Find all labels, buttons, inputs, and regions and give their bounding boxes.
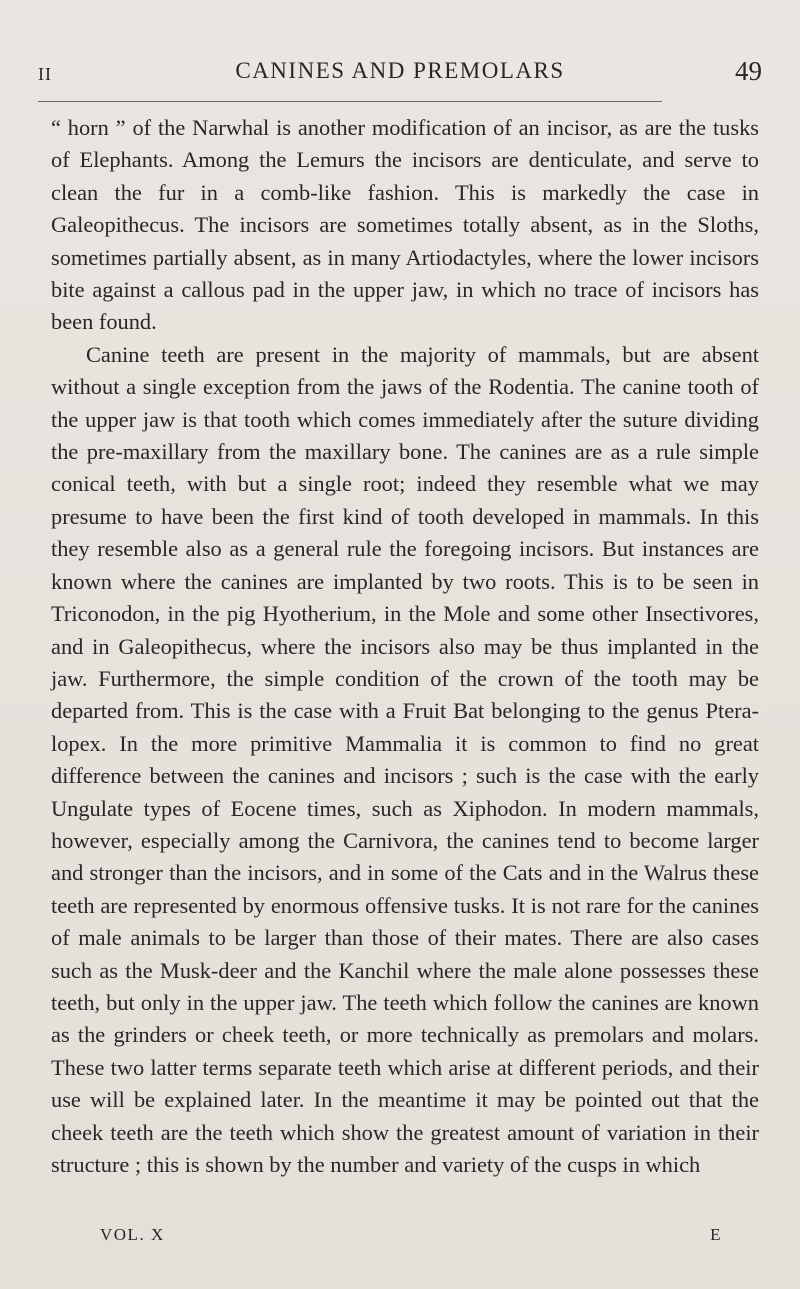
chapter-numeral: II — [38, 64, 52, 84]
body-text — [51, 112, 759, 1181]
gathering-signature: E — [710, 1225, 722, 1244]
header-rule — [38, 101, 662, 102]
page-footer — [100, 1225, 722, 1249]
paragraph: Canine teeth are present in the majority of mammals, but are absent without a single exception from the jaws of the Rodentia. The canine tooth of the upper jaw is that tooth which comes immediately after the suture dividing the pre-maxillary from the maxillary bone. The canines are as a rule simple conical teeth, with but a single root; indeed they resemble what we may presume to have been the first kind of tooth developed in mammals. In this they resemble also as a general rule the foregoing incisors. But instances are known where the canines are implanted by two roots. This is to be seen in Triconodon, in the pig Hyotherium, in the Mole and some other Insectivores, and in Galeopithecus, where the incisors also may be thus implanted in the jaw. Furthermore, the simple condition of the crown of the tooth may be departed from. This is the case with a Fruit Bat belonging to the genus Ptera-lopex. In the more primitive Mammalia it is common to find no great difference between the canines and incisors ; such is the case with the early Ungulate types of Eocene times, such as Xiphodon. In modern mammals, however, especially among the Carnivora, the canines tend to become larger and stronger than the incisors, and in some of the Cats and in the Walrus these teeth are represented by enormous offensive tusks. It is not rare for the canines of male animals to be larger than those of their mates. There are also cases such as the Musk-deer and the Kanchil where the male alone possesses these teeth, but only in the upper jaw. The teeth which follow the canines are known as the grinders or cheek teeth, or more technically as premolars and molars. These two latter terms separate teeth which arise at different periods, and their use will be explained later. In the meantime it may be pointed out that the cheek teeth are the teeth which show the greatest amount of variation in their structure ; this is shown by the number and variety of the cusps in which — [51, 341, 759, 1177]
page-header — [38, 58, 762, 94]
paragraph: “ horn ” of the Narwhal is another modification of an incisor, as are the tusks of Elephants. Among the Lemurs the incisors are denticulate, and serve to clean the fur in a comb-like fashion. This is markedly the case in Galeopithecus. The incisors are sometimes totally absent, as in the Sloths, sometimes partially absent, as in many Artiodactyles, where the lower incisors bite against a callous pad in the upper jaw, in which no trace of incisors has been found. — [51, 115, 759, 335]
volume-signature: VOL. X — [100, 1225, 165, 1244]
page-number: 49 — [735, 56, 762, 86]
running-title: CANINES AND PREMOLARS — [235, 58, 565, 83]
